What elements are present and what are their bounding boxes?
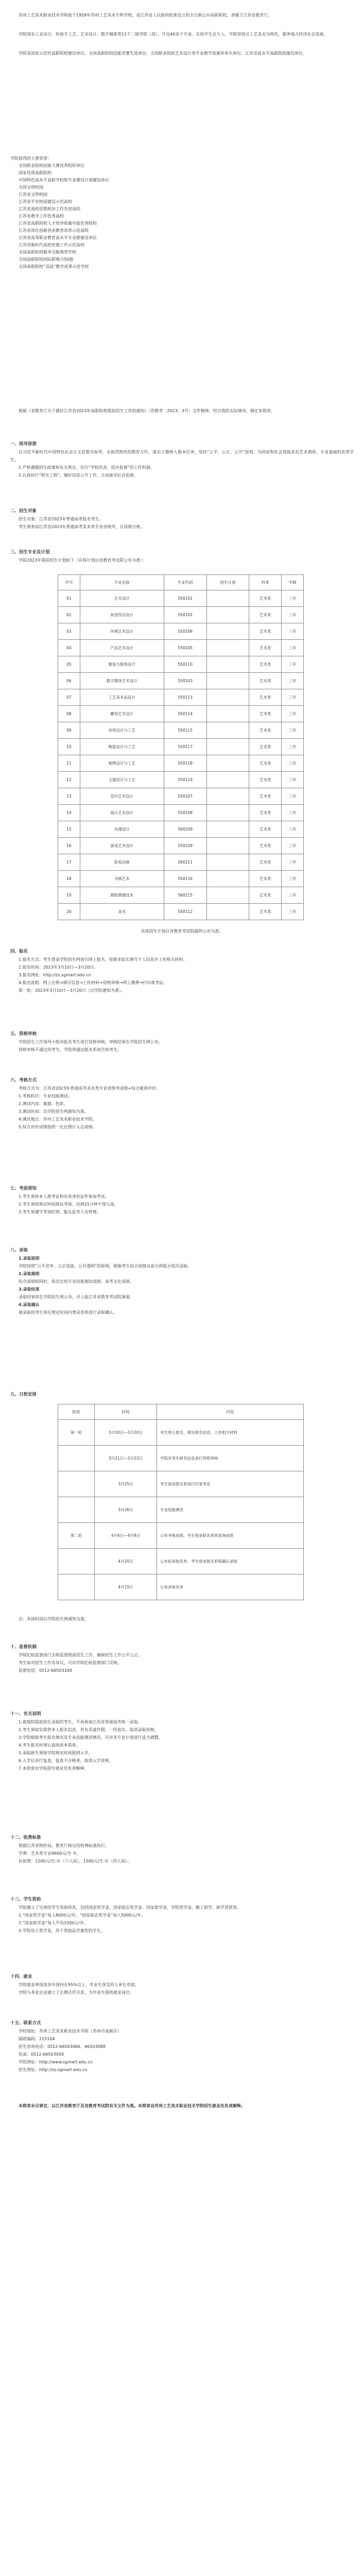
table-cell: 08 — [58, 706, 80, 722]
section-text: 监督电话：0512-66503100 — [19, 1668, 72, 1673]
section-text: 4.报名流程：网上注册→填写信息→上传材料→资格审核→网上缴费→打印准考证。 — [19, 980, 168, 985]
subsection-title: 4.录取确认 — [19, 1302, 40, 1307]
table-cell: 三年 — [282, 607, 304, 623]
section-text: 3.测试时间：以学院招生网通知为准。 — [19, 1109, 89, 1114]
table-cell: 20 — [58, 904, 80, 920]
section-text: 根据江苏省物价局、教育厅核定的收费标准执行。 — [19, 1843, 109, 1848]
table-cell: 3月26日 — [95, 1497, 157, 1523]
table-cell: 550117 — [164, 739, 206, 755]
table-cell: 雕刻艺术设计 — [80, 706, 164, 722]
table-cell: 动漫设计 — [80, 821, 164, 838]
intro-section — [10, 11, 354, 57]
contact-admission-site[interactable]: 招生网址：http://zs.sgmart.edu.cn — [19, 2067, 88, 2072]
table-cell: 艺术类 — [249, 904, 282, 920]
section-title: 十四、就业 — [10, 1974, 32, 1979]
subsection-title: 1.录取原则 — [19, 1256, 40, 1261]
table-cell: 3月25日 — [95, 1471, 157, 1497]
table-cell — [206, 887, 249, 904]
honor-item: 江苏省高职院校人才培养质量年报优秀院校 — [19, 221, 97, 226]
table-header: 招生计划 — [206, 575, 249, 590]
table-cell — [206, 722, 249, 739]
honor-item: 江苏省教学工作优秀高校 — [19, 214, 64, 218]
section-schedule — [10, 1391, 354, 1399]
section-title: 十二、收费标准 — [10, 1835, 41, 1840]
table-cell — [58, 1549, 95, 1574]
section-title: 八、录取 — [10, 1248, 28, 1253]
section-text: 学费：艺术类专业9600元/生·年。 — [19, 1851, 81, 1856]
table-cell — [206, 838, 249, 854]
table-row — [58, 1549, 304, 1574]
table-cell: 12 — [58, 772, 80, 788]
honor-item: 江苏省文明校园 — [19, 192, 47, 197]
table-cell: 550115 — [164, 722, 206, 739]
table-cell: 550119 — [164, 772, 206, 788]
subsection-title: 2.录取规则 — [19, 1272, 40, 1276]
table-cell: 13 — [58, 788, 80, 805]
table-cell: 艺术类 — [249, 656, 282, 673]
table-row — [58, 1420, 304, 1446]
table-cell — [206, 772, 249, 788]
table-cell: 公布考核成绩，考生登录报名系统查询成绩 — [157, 1523, 304, 1549]
table-cell — [206, 739, 249, 755]
section-text: 综合成绩相同时，依次比较专业技能测试成绩、高考文化成绩。 — [19, 1279, 134, 1284]
table-row — [58, 623, 304, 640]
table-cell — [206, 623, 249, 640]
intro-paragraph: 学院是国家示范性高职院校建设单位、全国高职院校技能竞赛先进单位、全国职业院校艺术设计类专业教学资源库牵头单位、江苏省高水平高职院校建设单位。 — [19, 51, 307, 56]
table-cell: 550103 — [164, 673, 206, 689]
table-cell: 艺术类 — [249, 739, 282, 755]
table-cell: 环境艺术设计 — [80, 623, 164, 640]
table-row — [58, 772, 304, 788]
table-cell: 02 — [58, 607, 80, 623]
table-note: 注：具体时间以学院招生网通知为准。 — [19, 1617, 89, 1621]
honor-item: 国家优质高职院校 — [19, 171, 51, 175]
table-cell: 三年 — [282, 772, 304, 788]
preface-text: 根据《省教育厅关于做好江苏省2023年高职院校提前招生工作的通知》（苏教考〔2023〕3号）文件精神，结合我院实际情况，制定本简章。 — [19, 409, 275, 413]
table-cell: 560211 — [164, 854, 206, 871]
section-text: 学院纪检监察部门全程监督提前招生工作，确保招生工作公平公正。 — [19, 1653, 142, 1657]
honors-title: 学院获得的主要荣誉： — [10, 156, 51, 161]
table-cell: 550118 — [164, 755, 206, 772]
section-text: 7.本简章由学院招生就业处负责解释。 — [19, 1766, 89, 1771]
table-row — [58, 673, 304, 689]
section-text: 5.综合评价成绩按照一定比例计入总成绩。 — [19, 1125, 97, 1129]
table-row — [58, 739, 304, 755]
table-cell: 560209 — [164, 821, 206, 838]
table-cell: 三年 — [282, 788, 304, 805]
table-cell: 刺绣设计与工艺 — [80, 755, 164, 772]
section-text: 学院按照“公平竞争、公正选拔、公开透明”的原则，根据考生综合成绩从高分到低分依次录取。 — [19, 1264, 192, 1268]
table-header: 时间 — [95, 1404, 157, 1420]
section-fees — [10, 1834, 354, 1865]
table-cell: 550114 — [164, 706, 206, 722]
section-text: 6.入学后进行复查，复查不合格者，取消入学资格。 — [19, 1758, 113, 1763]
table-cell: 4月15日 — [95, 1574, 157, 1600]
section-majors-plan — [10, 549, 354, 564]
table-cell — [206, 656, 249, 673]
table-row — [58, 1446, 304, 1471]
section-text: 考生如对招生工作有异议，可向学院纪检监察部门反映。 — [19, 1660, 122, 1665]
section-text: 录取结果将在学院招生网公布，并上报江苏省教育考试院备案。 — [19, 1295, 134, 1299]
section-text: 3.学院设立奖学金，用于奖励品学兼优的学生。 — [19, 1928, 105, 1933]
table-cell: 16 — [58, 838, 80, 854]
table-cell: 艺术设计 — [80, 590, 164, 607]
table-cell — [206, 854, 249, 871]
section-text: 4.考生报名时须认真阅读本简章。 — [19, 1743, 80, 1748]
table-cell — [206, 904, 249, 920]
table-cell: 艺术类 — [249, 887, 282, 904]
section-text: 住宿费：1200元/生·年（六人间），1500元/生·年（四人间）。 — [19, 1859, 132, 1863]
intro-paragraph: 苏州工艺美术职业技术学院始于1958年苏州工艺美术专科学校，是江苏省人民政府批准设立的全日制公办高职院校，隶属于江苏省教育厅。 — [19, 13, 272, 18]
table-cell: 三年 — [282, 821, 304, 838]
table-cell: 三年 — [282, 673, 304, 689]
section-text: 以习近平新时代中国特色社会主义思想为指导，全面贯彻党的教育方针，落实立德树人根本任务，坚持“公平、公正、公开”原则，为国家和社会选拔具有艺术潜质、专业基础的优秀学生。 — [10, 450, 354, 462]
table-cell: 第一轮 — [58, 1420, 95, 1446]
table-header: 内容 — [157, 1404, 304, 1420]
table-cell: 考生登录报名系统打印准考证 — [157, 1471, 304, 1497]
table-cell: 游戏艺术设计 — [80, 838, 164, 854]
table-cell — [206, 821, 249, 838]
table-row — [58, 607, 304, 623]
table-cell: 06 — [58, 673, 80, 689]
section-title: 二、招生对象 — [10, 509, 37, 514]
table-cell: 4月10日 — [95, 1549, 157, 1574]
section-text: 2.考生须如实提供本人报名信息，若有弄虚作假，一经查实，取消录取资格。 — [19, 1727, 159, 1732]
section-qualification — [10, 1030, 354, 1054]
table-cell: 数字媒体艺术设计 — [80, 673, 164, 689]
table-cell: 550112 — [164, 904, 206, 920]
table-row — [58, 1471, 304, 1497]
section-text: 考核方式为：江苏省2023年普通高考美术类专业省统考成绩+综合素质评价。 — [19, 1086, 161, 1091]
section-exam-notes — [10, 1185, 354, 1216]
contact-address: 学校地址：苏州工艺美术职业技术学院（苏州市高新区） — [19, 2029, 122, 2033]
table-header: 专业代码 — [164, 575, 206, 590]
table-cell — [206, 640, 249, 656]
table-row — [58, 887, 304, 904]
section-title: 一、指导思想 — [10, 442, 37, 447]
table-cell: 三年 — [282, 838, 304, 854]
table-cell: 3月21日—3月23日 — [95, 1446, 157, 1471]
table-cell: 三年 — [282, 739, 304, 755]
table-cell: 艺术类 — [249, 640, 282, 656]
table-cell: 展示艺术设计 — [80, 805, 164, 821]
table-cell: 15 — [58, 821, 80, 838]
table-cell: 三年 — [282, 640, 304, 656]
table-cell — [206, 706, 249, 722]
honor-item: 全国高职院校国际影响力50强 — [19, 257, 74, 262]
majors-note-wrap — [10, 927, 354, 935]
table-cell — [58, 1471, 95, 1497]
honors-section — [10, 155, 354, 270]
table-header: 阶段 — [58, 1404, 95, 1420]
honors-list — [10, 162, 354, 270]
honor-item: 全国高职院校服务贡献典型学校 — [19, 250, 76, 255]
table-row — [58, 838, 304, 854]
table-cell: 3月10日—3月20日 — [95, 1420, 157, 1446]
section-title: 九、日程安排 — [10, 1392, 37, 1397]
table-cell: 艺术类 — [249, 838, 282, 854]
table-header: 专业名称 — [80, 575, 164, 590]
table-row — [58, 788, 304, 805]
table-cell — [206, 788, 249, 805]
intro-paragraph: 学院现有工业设计、传统手工艺、艺术设计、数字媒体等11个二级学院（部），开设40余个专业，在校学生近万人。学院坚持以工艺美术为特色，服务地方经济社会发展。 — [19, 32, 328, 37]
section-title: 十、监督机制 — [10, 1645, 37, 1650]
table-cell: 专业技能测试 — [157, 1497, 304, 1523]
section-title: 七、考前须知 — [10, 1186, 37, 1191]
table-cell: 03 — [58, 623, 80, 640]
table-cell — [58, 1574, 95, 1600]
honor-item: 全国高职院校“双高”教学成果示范学校 — [19, 264, 89, 269]
section-employment — [10, 1973, 354, 1996]
table-cell: 三年 — [282, 805, 304, 821]
table-cell: 550101 — [164, 590, 206, 607]
table-cell: 服装与服饰设计 — [80, 656, 164, 673]
table-row — [58, 640, 304, 656]
section-text: 1.考核科目：专业技能测试。 — [19, 1094, 72, 1098]
table-cell — [206, 689, 249, 706]
table-cell: 550105 — [164, 640, 206, 656]
honor-item: 全国文明校园 — [19, 185, 43, 190]
section-text: 考生须参加江苏省2023年普通高考美术类专业省统考，且成绩合格。 — [19, 524, 145, 529]
section-registration — [10, 948, 354, 994]
table-cell: 玉器设计与工艺 — [80, 772, 164, 788]
table-cell: 三年 — [282, 722, 304, 739]
table-cell: 艺术类 — [249, 805, 282, 821]
section-admission — [10, 1247, 354, 1316]
section-text: 3.报名网址：http://zs.sgmart.edu.cn — [19, 973, 92, 977]
table-cell: 三年 — [282, 689, 304, 706]
table-cell: 10 — [58, 739, 80, 755]
table-cell: 550113 — [164, 689, 206, 706]
table-row — [58, 590, 304, 607]
section-text: 招生对象：江苏省2023年普通高考报名考生。 — [19, 517, 103, 521]
section-text: 2.认真执行“阳光工程”，做好信息公开工作，主动接受社会监督。 — [19, 473, 138, 478]
table-cell: 19 — [58, 887, 80, 904]
table-cell — [206, 590, 249, 607]
section-text: 2.“国家助学金”每人平均3300元/年。 — [19, 1921, 88, 1925]
table-cell: 艺术类 — [249, 755, 282, 772]
subsection-title: 3.录取结果 — [19, 1287, 40, 1292]
table-cell: 14 — [58, 805, 80, 821]
table-cell: 艺术类 — [249, 854, 282, 871]
table-row — [58, 821, 304, 838]
section-text: 2.报名时间：2023年3月10日—3月20日。 — [19, 965, 98, 970]
honor-item: 中国特色高水平高职学校和专业建设计划建设单位 — [19, 178, 109, 182]
table-header: 学制 — [282, 575, 304, 590]
table-row — [58, 706, 304, 722]
table-cell: 考生网上报名，填写报名信息，上传相关材料 — [157, 1420, 304, 1446]
footer-note: 本简章未尽事宜，以江苏省教育厅及省教育考试院有关文件为准。本简章由苏州工艺美术职业技术学院招生就业处负责解释。 — [19, 2104, 245, 2108]
section-text: 学院建立了完善的学生资助体系，包括国家奖学金、国家励志奖学金、国家助学金、学院奖学金、勤工助学、助学贷款等。 — [19, 1905, 241, 1910]
table-cell: 工艺美术品设计 — [80, 689, 164, 706]
table-cell: 三年 — [282, 854, 304, 871]
table-row — [58, 1497, 304, 1523]
table-row — [58, 656, 304, 673]
table-cell: 影视动画 — [80, 854, 164, 871]
section-text: 资格审核不通过的考生，学院将通过报名系统告知考生。 — [19, 1047, 122, 1052]
section-text: 学院与多家企业建立了长期合作关系，为毕业生提供就业岗位。 — [19, 1990, 134, 1995]
section-text: 被录取的考生须在规定时间内登录系统进行录取确认。 — [19, 1310, 117, 1315]
table-cell: 三年 — [282, 755, 304, 772]
table-cell: 艺术类 — [249, 706, 282, 722]
table-cell: 550102 — [164, 607, 206, 623]
table-cell — [206, 805, 249, 821]
honor-item: 江苏省新时代高校党建工作示范高校 — [19, 243, 84, 247]
table-cell — [58, 1446, 95, 1471]
table-cell — [206, 673, 249, 689]
table-row — [58, 904, 304, 920]
section-text: 2.考生须按规定时间到达考场，迟到15分钟不得入场。 — [19, 1202, 118, 1207]
table-cell: 550109 — [164, 838, 206, 854]
section-title: 五、资格审核 — [10, 1031, 37, 1037]
section-title: 四、报名 — [10, 949, 28, 954]
table-cell — [206, 871, 249, 887]
table-cell: 艺术类 — [249, 607, 282, 623]
section-text: 1.考生须持本人准考证和有效身份证件参加考试。 — [19, 1194, 109, 1199]
section-title: 三、招生专业及计划 — [10, 550, 50, 555]
table-cell: 550110 — [164, 656, 206, 673]
table-cell — [206, 755, 249, 772]
contact-zip: 邮政编码：215104 — [19, 2037, 55, 2041]
table-cell: 07 — [58, 689, 80, 706]
table-cell: 艺术类 — [249, 689, 282, 706]
section-title: 十一、有关说明 — [10, 1711, 41, 1717]
section-text: 学院就业率连续多年保持在95%以上，毕业生深受用人单位欢迎。 — [19, 1982, 139, 1987]
honor-item: 江苏省深化创新创业教育改革示范高校 — [19, 228, 89, 233]
table-row — [58, 689, 304, 706]
schedule-note-wrap — [10, 1615, 354, 1623]
table-note: 具体招生计划以省教育考试院最终公布为准。 — [141, 929, 223, 934]
table-cell: 视觉传达设计 — [80, 607, 164, 623]
table-row — [58, 755, 304, 772]
preface-section — [10, 407, 354, 415]
table-header: 科类 — [249, 575, 282, 590]
table-cell: 艺术类 — [249, 788, 282, 805]
section-contact — [10, 2020, 354, 2074]
table-cell: 摄影摄像技术 — [80, 887, 164, 904]
table-cell: 05 — [58, 656, 80, 673]
table-cell: 首饰设计与工艺 — [80, 722, 164, 739]
table-header: 序号 — [58, 575, 80, 590]
table-row — [58, 1523, 304, 1549]
table-cell: 三年 — [282, 706, 304, 722]
section-title: 十五、联系方式 — [10, 2021, 41, 2026]
section-text: 3.考生须遵守考场纪律，服从监考人员管理。 — [19, 1210, 101, 1214]
honor-item: 全国职业院校技能大赛优秀组织单位 — [19, 163, 84, 168]
section-enrollment-target — [10, 507, 354, 531]
majors-table — [58, 574, 304, 920]
schedule-table — [58, 1404, 304, 1600]
section-title: 十三、学生资助 — [10, 1897, 41, 1902]
table-cell: 550108 — [164, 805, 206, 821]
section-text: 2.测试内容：素描、色彩。 — [19, 1101, 68, 1106]
table-row — [58, 1574, 304, 1600]
table-cell: 艺术类 — [249, 623, 282, 640]
table-cell: 三年 — [282, 887, 304, 904]
section-text: 学院2023年提前招生计划如下（具体计划以省教育考试院公布为准）： — [19, 558, 147, 563]
contact-phone: 招生咨询电话：0512-66503066、66503088 — [19, 2044, 106, 2049]
table-cell: 560215 — [164, 887, 206, 904]
table-cell: 书画艺术 — [80, 871, 164, 887]
section-text: 1.报名方式：考生登录学院招生网进行网上报名，按要求如实填写个人信息并上传相关材料。 — [19, 957, 187, 962]
table-cell: 艺术类 — [249, 772, 282, 788]
table-cell: 陶瓷设计与工艺 — [80, 739, 164, 755]
table-cell: 产品艺术设计 — [80, 640, 164, 656]
section-text: 4.测试地点：苏州工艺美术职业技术学院。 — [19, 1117, 97, 1122]
table-row — [58, 805, 304, 821]
table-cell: 学院对考生报名信息进行资格审核 — [157, 1446, 304, 1471]
table-cell: 艺术类 — [249, 673, 282, 689]
section-text: 学院招生工作领导小组对报名考生进行资格审核，审核结果在学院招生网公布。 — [19, 1040, 163, 1044]
footer-note-wrap — [10, 2102, 354, 2110]
table-cell: 艺术类 — [249, 821, 282, 838]
table-cell: 01 — [58, 590, 80, 607]
table-cell: 04 — [58, 640, 80, 656]
section-text: 1.被我院提前招生录取的考生，不再参加江苏省普通高考统一录取。 — [19, 1720, 142, 1724]
table-row — [58, 854, 304, 871]
table-cell: 09 — [58, 722, 80, 739]
table-cell: 公布拟录取名单，考生登录报名系统确认录取 — [157, 1549, 304, 1574]
contact-fax: 传真：0512-66503058 — [19, 2052, 64, 2057]
section-text: 3.学院根据考生报名情况及专业技能测试情况，可对各专业计划进行适当调整。 — [19, 1735, 163, 1740]
section-text: 1.严格遵循招生政策和有关规定，实行“学校负责、招办监督”的工作机制。 — [19, 465, 154, 470]
table-cell: 第二轮 — [58, 1523, 95, 1549]
table-cell: 室内艺术设计 — [80, 788, 164, 805]
section-supervision — [10, 1643, 354, 1674]
section-notes — [10, 1710, 354, 1772]
contact-website[interactable]: 学院网址：http://www.sgmart.edu.cn — [19, 2060, 93, 2064]
table-cell — [206, 607, 249, 623]
table-cell: 三年 — [282, 871, 304, 887]
table-cell: 17 — [58, 854, 80, 871]
table-cell: 艺术类 — [249, 722, 282, 739]
table-cell: 公布录取名单 — [157, 1574, 304, 1600]
table-cell: 三年 — [282, 623, 304, 640]
table-row — [58, 722, 304, 739]
honor-item: 江苏省高校思想政治工作先进高校 — [19, 207, 80, 211]
table-cell: 艺术类 — [249, 871, 282, 887]
table-cell: 550116 — [164, 871, 206, 887]
section-text: 5.录取新生须按学院规定时间报到入学。 — [19, 1751, 93, 1755]
table-cell: 三年 — [282, 904, 304, 920]
table-cell: 550106 — [164, 623, 206, 640]
section-title: 六、考核方式 — [10, 1078, 37, 1083]
table-cell: 11 — [58, 755, 80, 772]
table-cell: 550107 — [164, 788, 206, 805]
table-row — [58, 871, 304, 887]
section-financial-aid — [10, 1896, 354, 1935]
section-text: 1.“国家奖学金”每人8000元/年，“国家励志奖学金”每人5000元/年。 — [19, 1913, 146, 1918]
table-cell: 艺术类 — [249, 590, 282, 607]
section-text: 第一轮：2023年3月10日—3月20日（以学院通知为准）。 — [19, 988, 125, 993]
honor-item: 江苏省平安校园建设示范高校 — [19, 199, 72, 204]
section-assessment — [10, 1077, 354, 1131]
table-cell: 4月6日—4月8日 — [95, 1523, 157, 1549]
table-cell — [58, 1497, 95, 1523]
table-cell: 美术 — [80, 904, 164, 920]
table-cell: 三年 — [282, 656, 304, 673]
section-guiding-principles — [10, 440, 354, 479]
table-cell: 三年 — [282, 590, 304, 607]
honor-item: 江苏省高等职业教育高水平专业群建设单位 — [19, 235, 97, 240]
table-cell: 18 — [58, 871, 80, 887]
